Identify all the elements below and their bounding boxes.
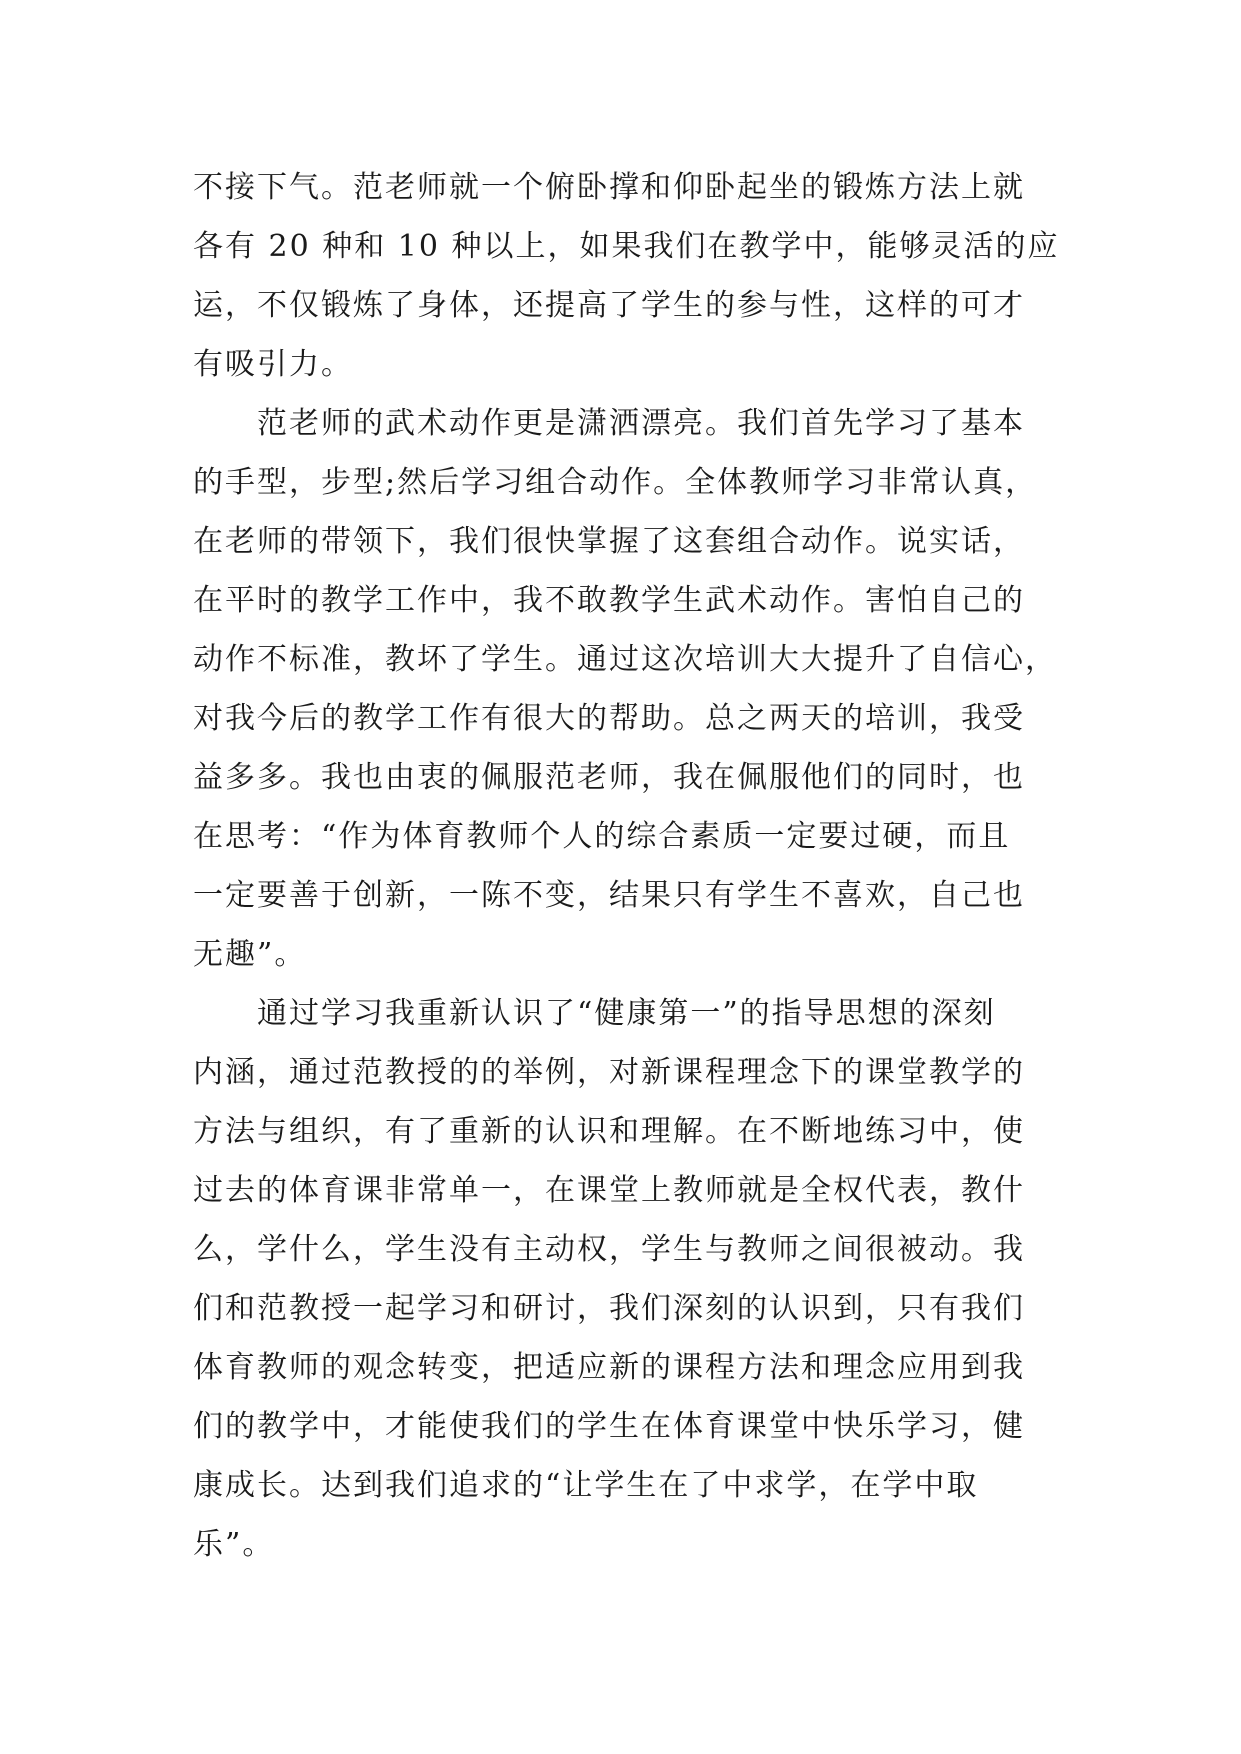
text-line: 么，学什么，学生没有主动权，学生与教师之间很被动。我 bbox=[193, 1232, 1025, 1267]
text-line: 益多多。我也由衷的佩服范老师，我在佩服他们的同时，也 bbox=[193, 760, 1025, 795]
text-line: 康成长。达到我们追求的“让学生在了中求学，在学中取 bbox=[193, 1468, 979, 1503]
text-line: 过去的体育课非常单一，在课堂上教师就是全权代表，教什 bbox=[193, 1173, 1025, 1208]
document-body bbox=[193, 158, 1060, 1574]
paragraph-1 bbox=[193, 158, 1060, 394]
text-line: 在思考：“作为体育教师个人的综合素质一定要过硬，而且 bbox=[193, 819, 1011, 854]
text-line: 通过学习我重新认识了“健康第一”的指导思想的深刻 bbox=[257, 996, 996, 1031]
text-line: 方法与组织，有了重新的认识和理解。在不断地练习中，使 bbox=[193, 1114, 1025, 1149]
text-line: 无趣”。 bbox=[193, 937, 307, 972]
text-line: 对我今后的教学工作有很大的帮助。总之两天的培训，我受 bbox=[193, 701, 1025, 736]
text-line: 的手型，步型;然后学习组合动作。全体教师学习非常认真， bbox=[193, 465, 1038, 500]
paragraph-3 bbox=[193, 984, 1053, 1574]
text-line: 内涵，通过范教授的的举例，对新课程理念下的课堂教学的 bbox=[193, 1055, 1025, 1090]
text-line: 各有 20 种和 10 种以上，如果我们在教学中，能够灵活的应 bbox=[193, 229, 1060, 264]
text-line: 有吸引力。 bbox=[193, 347, 353, 382]
text-line: 们的教学中，才能使我们的学生在体育课堂中快乐学习，健 bbox=[193, 1409, 1025, 1444]
text-line: 乐”。 bbox=[193, 1527, 275, 1562]
text-line: 体育教师的观念转变，把适应新的课程方法和理念应用到我 bbox=[193, 1350, 1025, 1385]
text-line: 一定要善于创新，一陈不变，结果只有学生不喜欢，自己也 bbox=[193, 878, 1025, 913]
text-line: 运，不仅锻炼了身体，还提高了学生的参与性，这样的可才 bbox=[193, 288, 1025, 323]
text-line: 们和范教授一起学习和研讨，我们深刻的认识到，只有我们 bbox=[193, 1291, 1025, 1326]
paragraph-2 bbox=[193, 394, 1057, 984]
text-line: 范老师的武术动作更是潇洒漂亮。我们首先学习了基本 bbox=[257, 406, 1025, 441]
text-line: 不接下气。范老师就一个俯卧撑和仰卧起坐的锻炼方法上就 bbox=[193, 170, 1025, 205]
text-line: 在平时的教学工作中，我不敢教学生武术动作。害怕自己的 bbox=[193, 583, 1025, 618]
text-line: 动作不标准，教坏了学生。通过这次培训大大提升了自信心， bbox=[193, 642, 1057, 677]
text-line: 在老师的带领下，我们很快掌握了这套组合动作。说实话， bbox=[193, 524, 1025, 559]
